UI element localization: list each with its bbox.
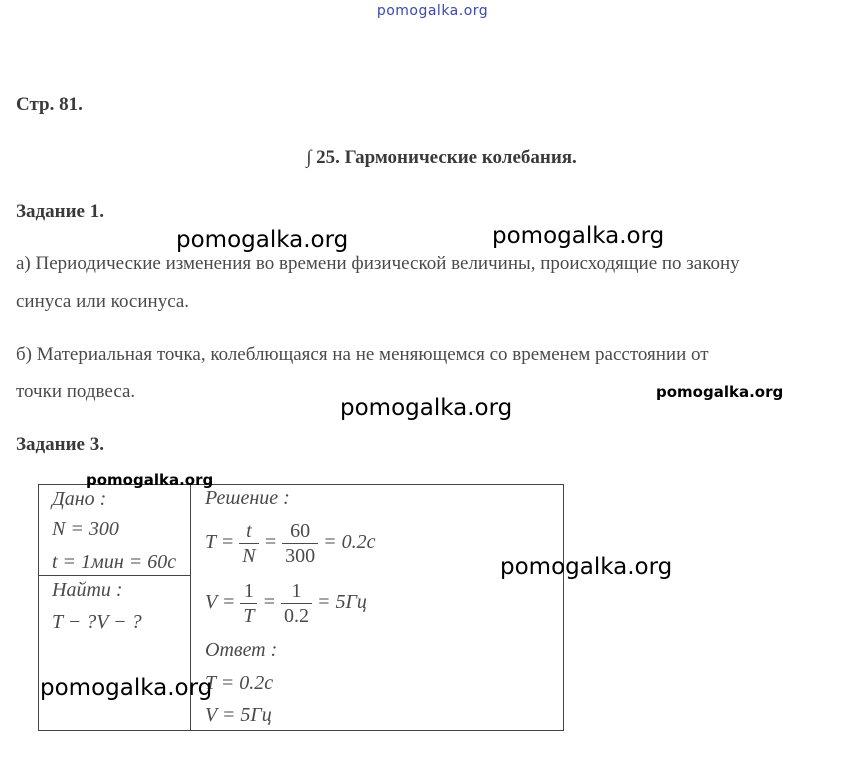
watermark: pomogalka.org xyxy=(86,471,214,489)
answer-period: T = 0.2c xyxy=(205,672,274,694)
page-number: Стр. 81. xyxy=(16,94,83,115)
watermark: pomogalka.org xyxy=(40,675,213,701)
solution-label: Решение : xyxy=(205,487,290,509)
section-title: ∫ 25. Гармонические колебания. xyxy=(306,147,577,168)
given-t: t = 1мин = 60c xyxy=(52,551,177,573)
watermark: pomogalka.org xyxy=(492,223,665,249)
find-label: Найти : xyxy=(52,579,123,601)
answer-label: Ответ : xyxy=(205,639,278,661)
task1-answer-b-line2: точки подвеса. xyxy=(16,381,136,402)
equation-period: T = $\frac{t}{N}$ = $\frac{60}{300}$ = 0.2c xyxy=(205,520,376,567)
equation-frequency: V = $\frac{1}{T}$ = $\frac{1}{0.2}$ = 5Гц xyxy=(205,580,367,627)
watermark: pomogalka.org xyxy=(500,554,673,580)
task1-answer-a-line1: а) Периодические изменения во времени физической величины, происходящие по закону xyxy=(16,253,740,274)
find-values: T − ?V − ? xyxy=(52,611,142,633)
watermark: pomogalka.org xyxy=(340,395,513,421)
task1-title: Задание 1. xyxy=(16,201,104,222)
watermark: pomogalka.org xyxy=(656,383,784,401)
given-n: N = 300 xyxy=(52,518,119,540)
site-link[interactable]: pomogalka.org xyxy=(376,3,489,19)
task3-title: Задание 3. xyxy=(16,434,104,455)
task1-answer-a-line2: синуса или косинуса. xyxy=(16,291,190,312)
task1-answer-b-line1: б) Материальная точка, колеблющаяся на не меняющемся со временем расстоянии от xyxy=(16,344,709,365)
table-divider-horizontal xyxy=(38,575,191,576)
answer-frequency: V = 5Гц xyxy=(205,704,272,726)
given-label: Дано : xyxy=(52,488,107,510)
watermark: pomogalka.org xyxy=(176,227,349,253)
